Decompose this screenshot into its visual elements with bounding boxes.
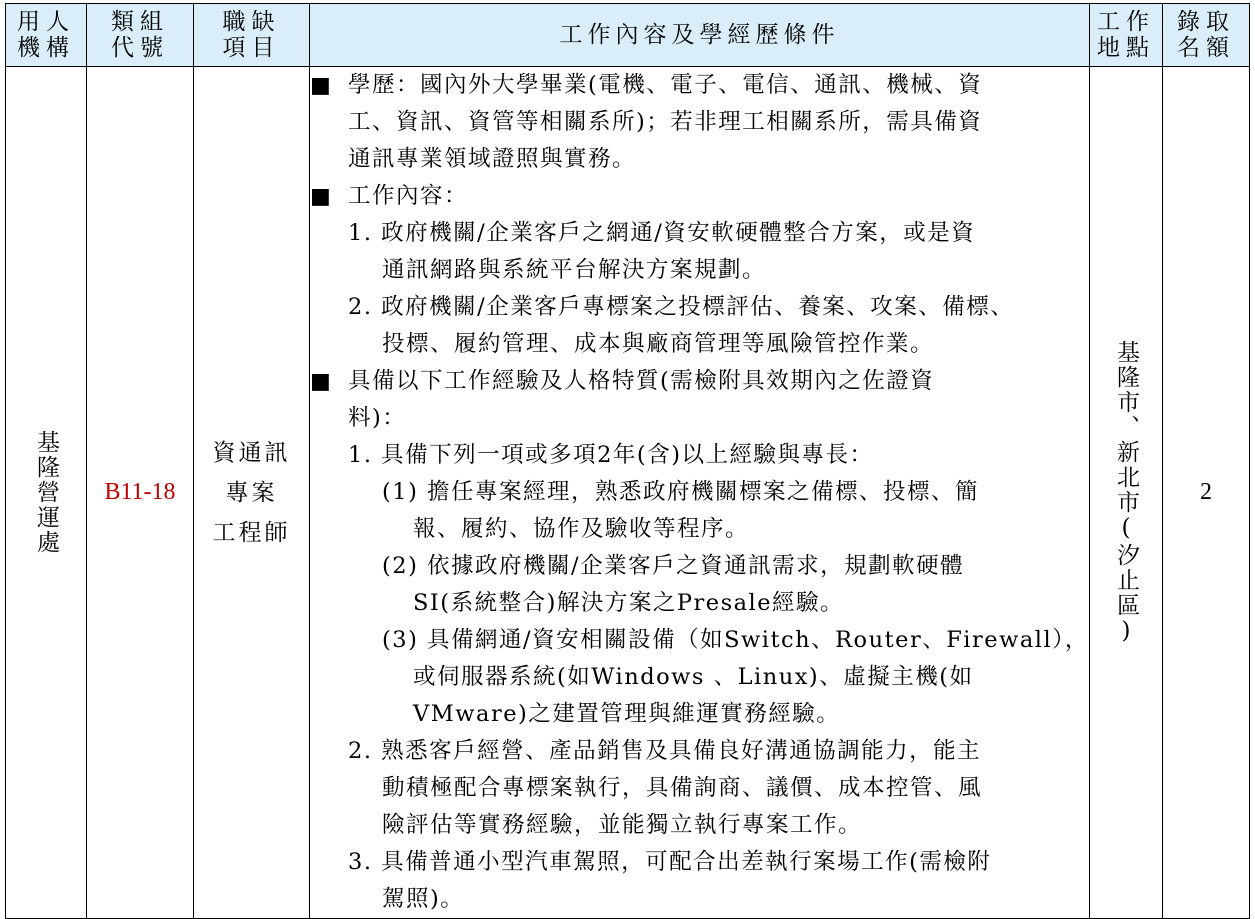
group-code-cell <box>87 67 194 919</box>
experience-item3-line1: 3. 具備普通小型汽車駕照，可配合出差執行案場工作(需檢附 <box>348 849 992 875</box>
header-row <box>6 4 1250 67</box>
header-content <box>310 4 1090 67</box>
bullet-square-icon: ■ <box>310 369 333 394</box>
experience-subitem3-line3: VMware)之建置管理與維運實務經驗。 <box>413 701 841 727</box>
header-quota-line2: 名額 <box>1177 35 1235 61</box>
group-code: B11-18 <box>104 479 176 505</box>
experience-item1-line1: 1. 具備下列一項或多項2年(含)以上經驗與專長： <box>348 442 874 468</box>
bullet-square-icon: ■ <box>310 184 333 209</box>
position-title-line2: 專案 <box>225 479 278 506</box>
header-location-line2: 地點 <box>1097 35 1155 61</box>
experience-subitem1-line2: 報、履約、協作及驗收等程序。 <box>413 516 750 542</box>
job-content-item1-line1: 1. 政府機關/企業客戶之網通/資安軟硬體整合方案，或是資 <box>348 220 976 246</box>
header-location-line1: 工作 <box>1097 9 1155 35</box>
job-content-item2-line2: 投標、履約管理、成本與廠商管理等風險管控作業。 <box>382 331 935 357</box>
job-content-item1-line2: 通訊網路與系統平台解決方案規劃。 <box>382 257 767 283</box>
work-location: 基隆市、新北市(汐止區) <box>1113 339 1139 646</box>
experience-subitem3-line2: 或伺服器系統(如Windows 、Linux)、虛擬主機(如 <box>413 664 974 690</box>
education-line2: 工、資訊、資管等相關系所)；若非理工相關系所，需具備資 <box>348 109 983 135</box>
education-line1: ■ 學歷：國內外大學畢業(電機、電子、電信、通訊、機械、資 <box>310 67 1089 104</box>
experience-item2-line2: 動積極配合專標案執行，具備詢商、議價、成本控管、風 <box>382 775 983 801</box>
employer-cell <box>6 67 87 919</box>
job-content-item2-line1: 2. 政府機關/企業客戶專標案之投標評估、養案、攻案、備標、 <box>348 294 1015 320</box>
header-group-code <box>87 4 194 67</box>
header-quota <box>1163 4 1250 67</box>
experience-item3-line2: 駕照)。 <box>382 886 465 912</box>
job-content-heading: ■ 工作內容： <box>310 178 1089 215</box>
experience-heading-line2: 料)： <box>348 405 407 431</box>
header-employer <box>6 4 87 67</box>
header-quota-line1: 錄取 <box>1177 9 1235 35</box>
education-line3: 通訊專業領域證照與實務。 <box>348 146 637 172</box>
experience-item2-line1: 2. 熟悉客戶經營、產品銷售及具備良好溝通協調能力，能主 <box>348 738 982 764</box>
quota-count: 2 <box>1200 479 1212 505</box>
header-position-line2: 項目 <box>222 35 281 61</box>
position-title-line3: 工程師 <box>212 519 291 546</box>
header-employer-line2: 機構 <box>17 35 75 61</box>
experience-subitem2-line1: (2) 依據政府機關/企業客戶之資通訊需求，規劃軟硬體 <box>382 553 965 579</box>
job-vacancy-table <box>5 3 1250 919</box>
vacancy-row <box>6 67 1250 919</box>
position-title-line1: 資通訊 <box>212 439 291 466</box>
position-title <box>194 433 309 553</box>
header-position-line1: 職缺 <box>222 9 281 35</box>
location-cell <box>1090 67 1163 919</box>
experience-item2-line3: 險評估等實務經驗，並能獨立執行專案工作。 <box>382 812 863 838</box>
quota-cell <box>1163 67 1250 919</box>
header-employer-line1: 用人 <box>17 9 75 35</box>
header-location <box>1090 4 1163 67</box>
header-position <box>194 4 310 67</box>
employer-name: 基隆營運處 <box>33 430 59 555</box>
experience-subitem2-line2: SI(系統整合)解決方案之Presale經驗。 <box>413 590 845 616</box>
header-group-code-line2: 代號 <box>111 35 169 61</box>
header-content-label: 工作內容及學經歷條件 <box>559 22 840 48</box>
experience-subitem3-line1: (3) 具備網通/資安相關設備（如Switch、Router、Firewall）， <box>382 627 1089 653</box>
bullet-square-icon: ■ <box>310 73 333 98</box>
position-cell <box>194 67 310 919</box>
header-group-code-line1: 類組 <box>111 9 169 35</box>
content-cell <box>310 67 1090 919</box>
experience-subitem1-line1: (1) 擔任專案經理，熟悉政府機關標案之備標、投標、簡 <box>382 479 980 505</box>
experience-heading-line1: ■ 具備以下工作經驗及人格特質(需檢附具效期內之佐證資 <box>310 363 1089 400</box>
